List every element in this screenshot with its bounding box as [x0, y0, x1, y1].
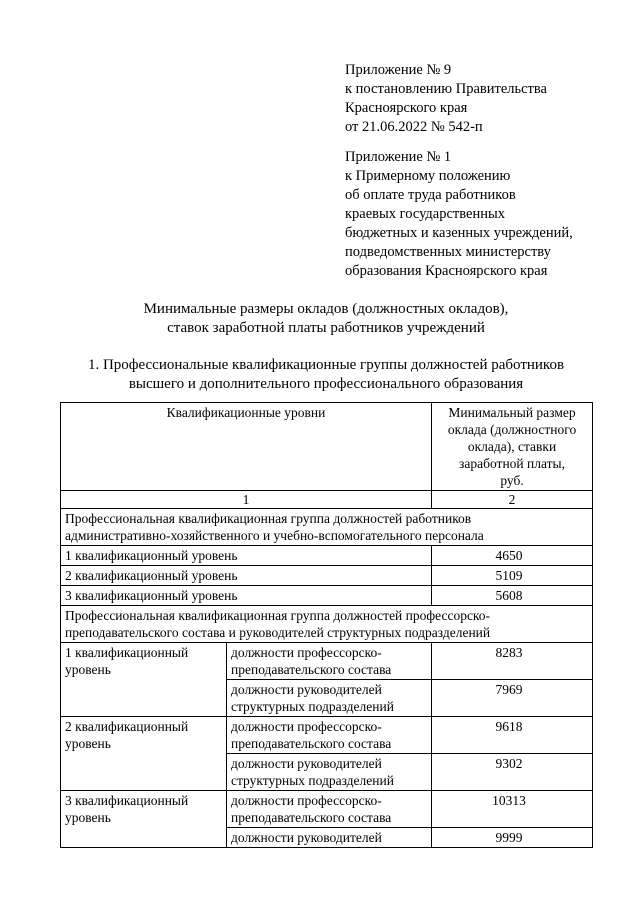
salary-value: 8283 — [432, 643, 593, 680]
level-label-line: 2 квалификационный — [65, 719, 189, 734]
appendix-1-line: об оплате труда работников — [345, 187, 516, 203]
position-label — [227, 680, 432, 717]
salary-value: 9618 — [432, 717, 593, 754]
group-1-title — [61, 509, 593, 546]
column-index-row — [61, 491, 593, 509]
level-label-line: 3 квалификационный — [65, 793, 189, 808]
appendix-9-line: от 21.06.2022 № 542-п — [345, 119, 483, 135]
main-title-line: Минимальные размеры окладов (должностных окладов), — [143, 301, 509, 317]
section-title-line: высшего и дополнительного профессионального образования — [128, 376, 524, 392]
salary-table — [60, 402, 593, 848]
position-line: преподавательского состава — [231, 736, 392, 751]
position-label — [227, 791, 432, 828]
group-title-line: административно-хозяйственного и учебно-вспомогательного персонала — [65, 528, 484, 543]
main-title-line: ставок заработной платы работников учреждений — [167, 320, 485, 336]
level-label — [61, 717, 227, 791]
level-label-line: уровень — [65, 810, 111, 825]
level-label — [61, 791, 227, 848]
appendix-9-line: к постановлению Правительства — [345, 81, 547, 97]
salary-value: 9999 — [432, 828, 593, 848]
table-row — [61, 566, 593, 586]
position-line: структурных подразделений — [231, 699, 394, 714]
level-label-line: уровень — [65, 662, 111, 677]
level-label — [61, 643, 227, 717]
table-row — [61, 791, 593, 828]
appendix-1-header — [345, 148, 573, 281]
salary-value: 5109 — [432, 566, 593, 586]
position-line: преподавательского состава — [231, 810, 392, 825]
section-title — [40, 356, 612, 394]
table-header-row — [61, 403, 593, 491]
position-line: преподавательского состава — [231, 662, 392, 677]
salary-value: 5608 — [432, 586, 593, 606]
position-line: должности профессорско- — [231, 719, 382, 734]
group-title-line: Профессиональная квалификационная группа должностей работников — [65, 511, 472, 526]
table-row — [61, 643, 593, 680]
table-row — [61, 717, 593, 754]
header-salary-line: Минимальный размер — [448, 405, 576, 420]
position-line: должности руководителей — [231, 830, 382, 845]
salary-value: 7969 — [432, 680, 593, 717]
appendix-1-line: к Примерному положению — [345, 168, 511, 184]
appendix-9-line: Приложение № 9 — [345, 62, 452, 78]
position-line: должности руководителей — [231, 756, 382, 771]
appendix-1-line: Приложение № 1 — [345, 149, 452, 165]
salary-value: 9302 — [432, 754, 593, 791]
appendix-1-line: бюджетных и казенных учреждений, — [345, 225, 573, 241]
level-label: 2 квалификационный уровень — [61, 566, 432, 586]
position-label — [227, 828, 432, 848]
level-label-line: 1 квалификационный — [65, 645, 189, 660]
position-label — [227, 754, 432, 791]
level-label: 3 квалификационный уровень — [61, 586, 432, 606]
position-label — [227, 643, 432, 680]
salary-value: 10313 — [432, 791, 593, 828]
header-salary-line: руб. — [500, 473, 524, 488]
header-salary-line: оклада), ставки — [467, 439, 557, 454]
header-levels: Квалификационные уровни — [61, 403, 432, 491]
position-line: должности руководителей — [231, 682, 382, 697]
position-line: структурных подразделений — [231, 773, 394, 788]
header-salary — [432, 403, 593, 491]
group-2-title — [61, 606, 593, 643]
header-salary-line: заработной платы, — [459, 456, 565, 471]
main-title — [60, 300, 592, 338]
header-salary-line: оклада (должностного — [447, 422, 577, 437]
group-title-line: Профессиональная квалификационная группа должностей профессорско- — [65, 608, 491, 623]
group-title-row — [61, 606, 593, 643]
table-row — [61, 586, 593, 606]
position-line: должности профессорско- — [231, 793, 382, 808]
section-title-line: 1. Профессиональные квалификационные группы должностей работников — [87, 357, 565, 373]
column-index-2: 2 — [432, 491, 593, 509]
group-title-row — [61, 509, 593, 546]
table-row — [61, 546, 593, 566]
appendix-9-line: Красноярского края — [345, 100, 468, 116]
group-title-line: преподавательского состава и руководителей структурных подразделений — [65, 625, 491, 640]
appendix-1-line: подведомственных министерству — [345, 244, 551, 260]
salary-value: 4650 — [432, 546, 593, 566]
appendix-1-line: образования Красноярского края — [345, 263, 548, 279]
position-line: должности профессорско- — [231, 645, 382, 660]
column-index-1: 1 — [61, 491, 432, 509]
position-label — [227, 717, 432, 754]
appendix-1-line: краевых государственных — [345, 206, 505, 222]
appendix-9-header — [345, 61, 547, 137]
level-label: 1 квалификационный уровень — [61, 546, 432, 566]
level-label-line: уровень — [65, 736, 111, 751]
